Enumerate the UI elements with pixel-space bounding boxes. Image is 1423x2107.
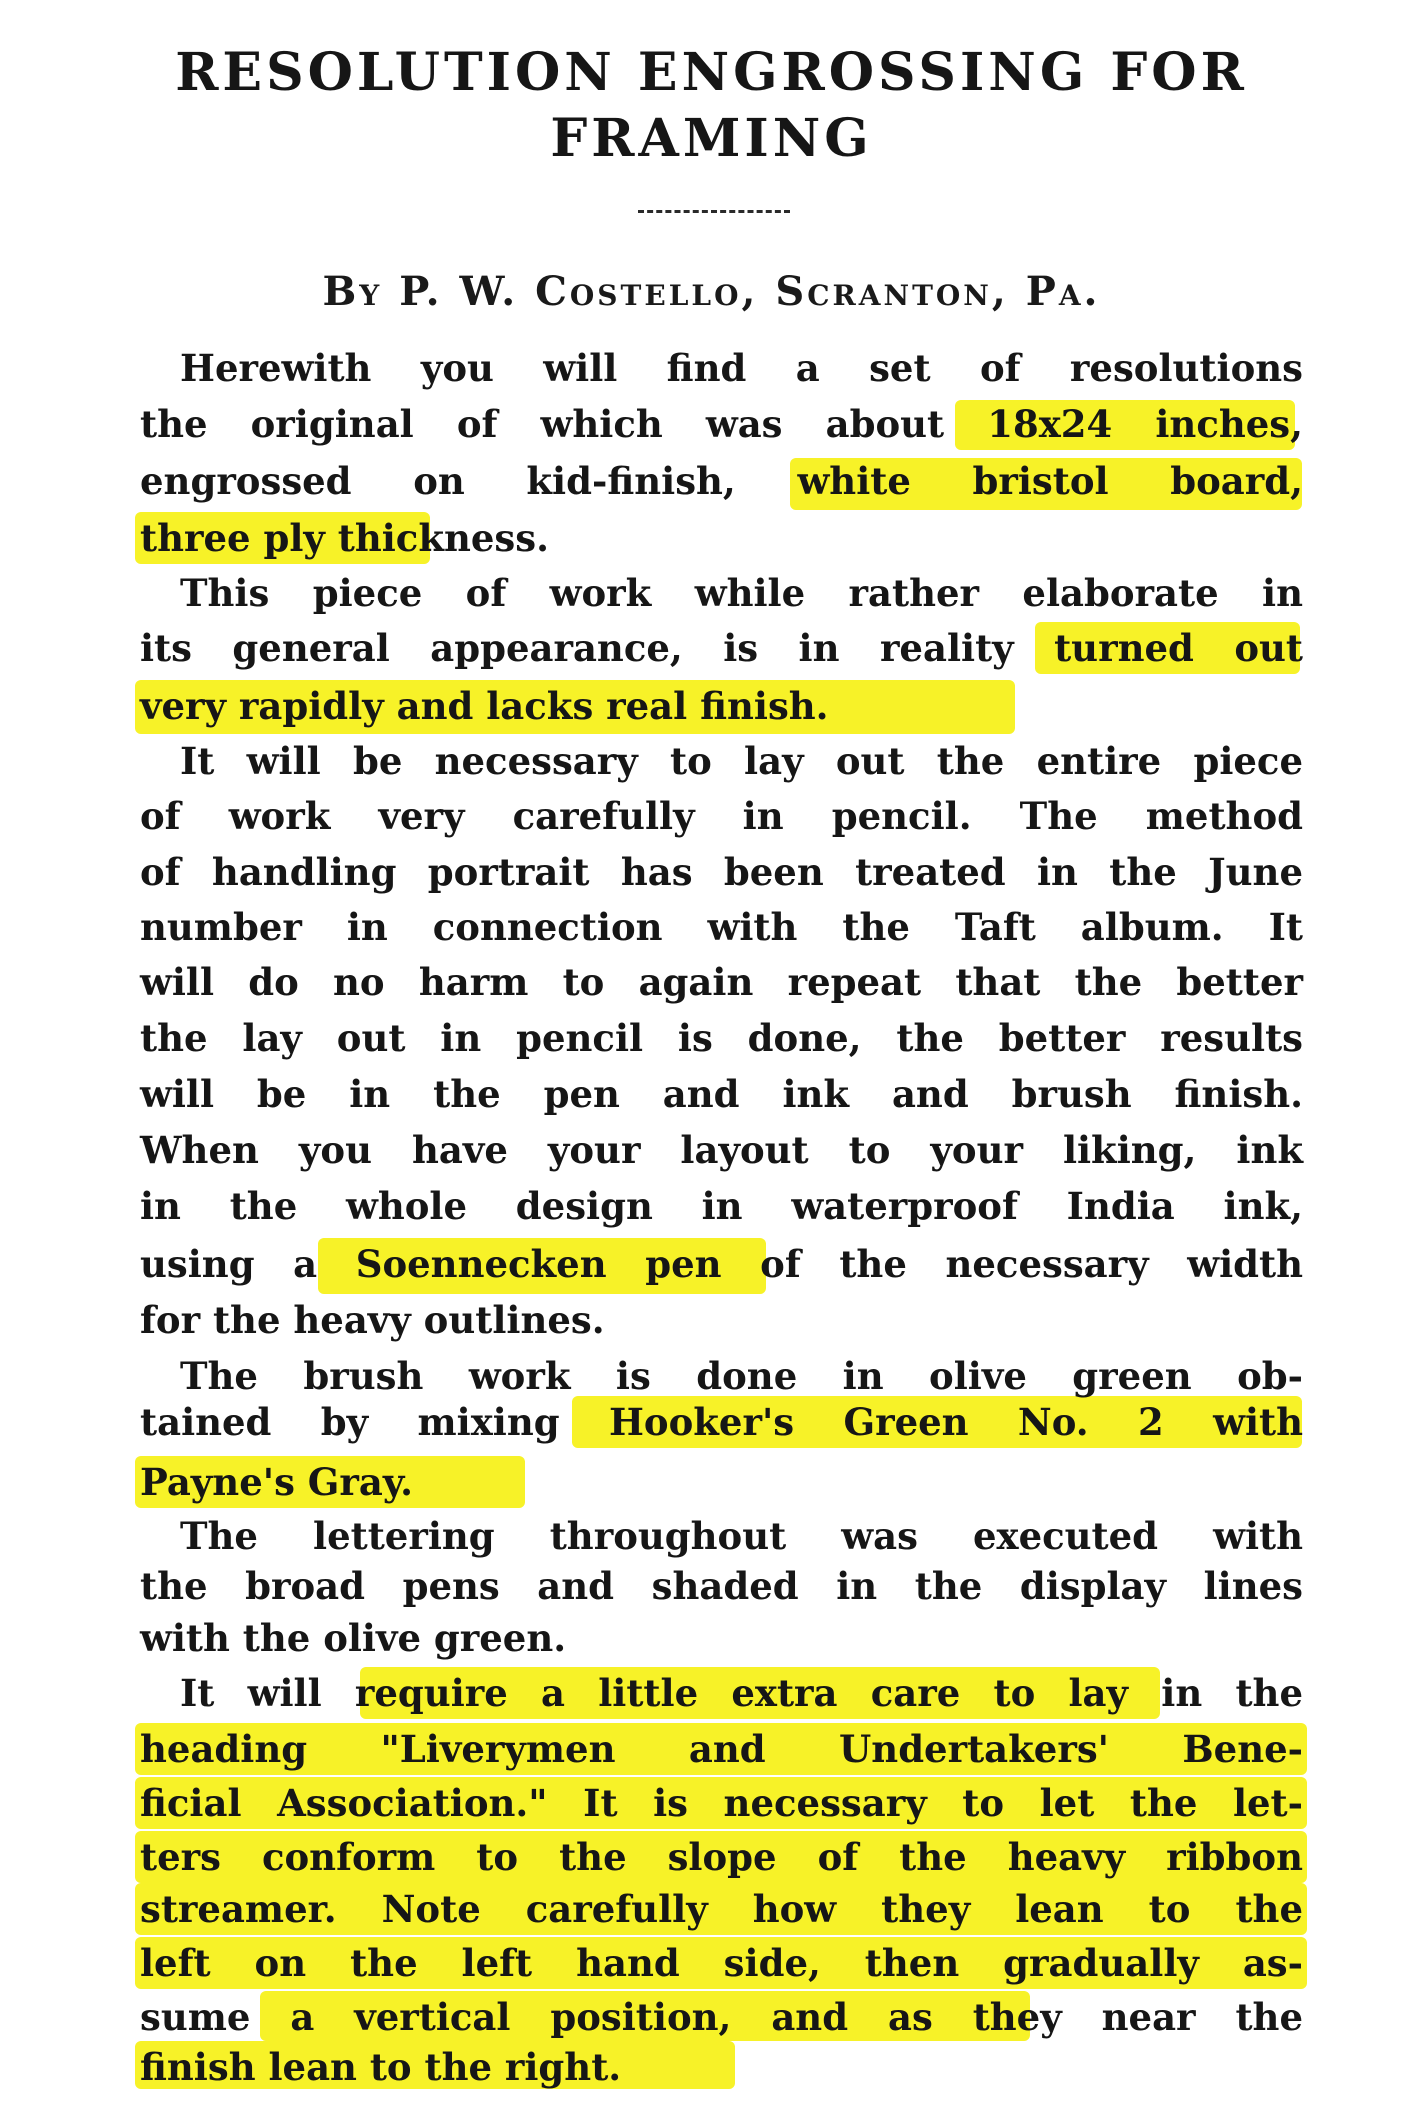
body-line: with the olive green. xyxy=(140,1616,567,1660)
body-line: using a Soennecken pen of the necessary width xyxy=(140,1242,1303,1286)
body-line: This piece of work while rather elaborate in xyxy=(180,571,1303,615)
body-line: left on the left hand side, then gradually as- xyxy=(140,1941,1303,1985)
body-line: tained by mixing Hooker's Green No. 2 with xyxy=(140,1400,1303,1444)
body-line: number in connection with the Taft album. It xyxy=(140,905,1303,949)
body-line: ficial Association." It is necessary to let the let- xyxy=(140,1781,1303,1825)
body-line: will be in the pen and ink and brush finish. xyxy=(140,1072,1303,1116)
article-title-line-1: RESOLUTION ENGROSSING FOR xyxy=(175,42,1248,103)
body-line: The lettering throughout was executed with xyxy=(180,1514,1303,1558)
body-line: three ply thickness. xyxy=(140,516,549,560)
body-line: will do no harm to again repeat that the better xyxy=(140,960,1303,1004)
body-line: engrossed on kid-finish, white bristol board, xyxy=(140,459,1303,503)
title-divider xyxy=(638,210,790,213)
body-line: sume a vertical position, and as they near the xyxy=(140,1995,1303,2039)
body-line: The brush work is done in olive green ob- xyxy=(180,1354,1303,1398)
body-line: very rapidly and lacks real finish. xyxy=(140,684,829,728)
body-line: Payne's Gray. xyxy=(140,1460,413,1504)
body-line: for the heavy outlines. xyxy=(140,1298,605,1342)
body-line: Herewith you will find a set of resolutions xyxy=(180,346,1303,390)
article-byline: By P. W. Costello, Scranton, Pa. xyxy=(322,268,1101,315)
body-line: the broad pens and shaded in the display lines xyxy=(140,1564,1303,1608)
body-line: It will require a little extra care to lay in the xyxy=(180,1671,1303,1715)
body-line: its general appearance, is in reality turned out xyxy=(140,626,1303,670)
body-line: When you have your layout to your liking, ink xyxy=(140,1128,1303,1172)
body-line: It will be necessary to lay out the entire piece xyxy=(180,739,1303,783)
body-line: finish lean to the right. xyxy=(140,2045,622,2089)
body-line: of handling portrait has been treated in the June xyxy=(140,850,1303,894)
body-line: the original of which was about 18x24 inches, xyxy=(140,402,1303,446)
body-line: ters conform to the slope of the heavy ribbon xyxy=(140,1835,1303,1879)
body-line: the lay out in pencil is done, the better results xyxy=(140,1016,1303,1060)
body-line: streamer. Note carefully how they lean to the xyxy=(140,1887,1303,1931)
body-line: heading "Liverymen and Undertakers' Bene- xyxy=(140,1727,1303,1771)
body-line: in the whole design in waterproof India ink, xyxy=(140,1184,1303,1228)
body-line: of work very carefully in pencil. The method xyxy=(140,794,1303,838)
article-title-line-2: FRAMING xyxy=(550,108,873,169)
